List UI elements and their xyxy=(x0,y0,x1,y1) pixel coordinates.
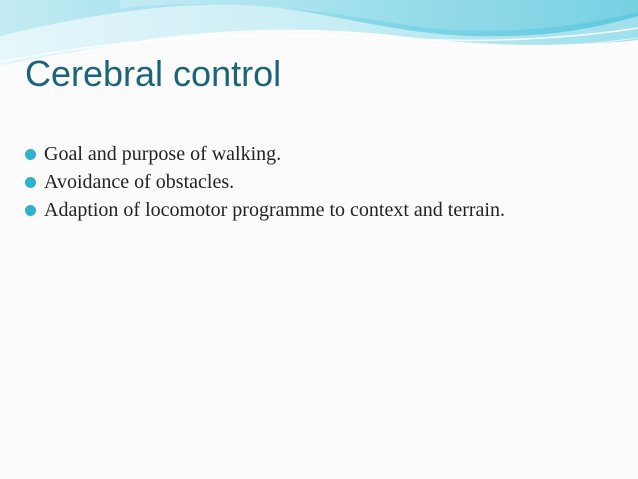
bullet-item xyxy=(24,197,604,223)
bullet-text: Goal and purpose of walking. xyxy=(44,143,282,165)
bullet-list xyxy=(24,141,604,225)
slide-title: Cerebral control xyxy=(25,53,282,94)
bullet-dot-icon xyxy=(25,205,36,216)
bullet-dot-icon xyxy=(25,149,36,160)
bullet-text: Avoidance of obstacles. xyxy=(44,171,235,193)
bullet-item xyxy=(24,169,604,195)
bullet-text: Adaption of locomotor programme to context and terrain. xyxy=(44,199,505,221)
bullet-item xyxy=(24,141,604,167)
bullet-dot-icon xyxy=(25,177,36,188)
